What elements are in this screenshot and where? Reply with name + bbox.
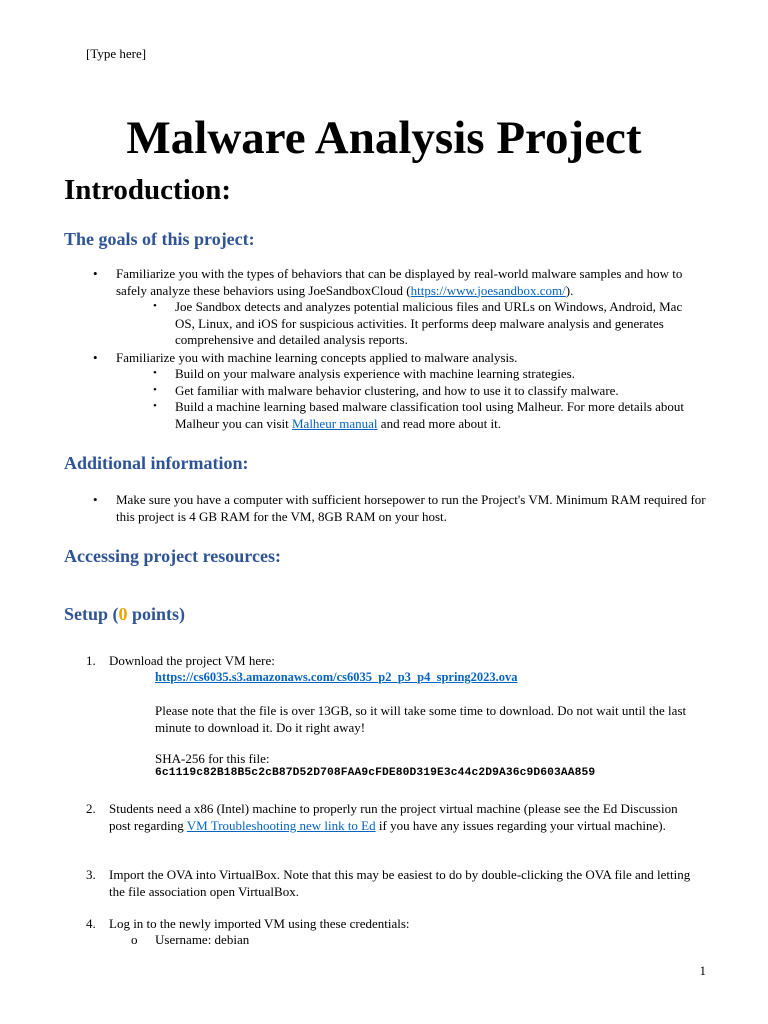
step-number: 4. xyxy=(86,916,96,931)
additional-info-item: Make sure you have a computer with sufficient horsepower to run the Project's VM. Minimum RAM required for this project is 4 GB RAM for the VM, 8GB RAM on your host. xyxy=(116,492,706,524)
setup-points-value: 0 xyxy=(118,604,128,624)
step-number: 2. xyxy=(86,801,96,816)
sub-bullet-marker: • xyxy=(153,400,157,412)
step-2-text xyxy=(109,801,694,834)
step-4-username: Username: debian xyxy=(155,932,250,947)
setup-heading-text: Setup ( xyxy=(64,604,119,624)
goal-2-subitem-3-tail: and read more about it. xyxy=(377,415,502,431)
goal-2-subitem-1: Build on your malware analysis experience with machine learning strategies. xyxy=(175,366,575,381)
page-number: 1 xyxy=(699,963,706,978)
vm-troubleshooting-link[interactable]: VM Troubleshooting new link to Ed xyxy=(186,817,376,833)
goal-item-2: Familiarize you with machine learning concepts applied to malware analysis. xyxy=(116,350,518,365)
goal-1-subitem-1: Joe Sandbox detects and analyzes potential malicious files and URLs on Windows, Android, Mac OS, Linux, and iOS for suspicious activities. It performs deep malware analysis and generates comprehensive and detailed analysis reports. xyxy=(175,299,683,347)
bullet-marker: • xyxy=(93,266,98,281)
sub-bullet-marker: • xyxy=(153,300,157,312)
setup-heading xyxy=(64,603,185,625)
setup-heading-suffix: points) xyxy=(127,604,186,624)
joesandbox-link[interactable]: https://www.joesandbox.com/ xyxy=(410,282,566,298)
step-4-text: Log in to the newly imported VM using these credentials: xyxy=(109,916,410,931)
goal-1-text: Familiarize you with the types of behaviors that can be displayed by real-world malware samples and how to safely analyze these behaviors using JoeSandboxCloud ( xyxy=(116,266,683,298)
sub-bullet-marker: • xyxy=(153,384,157,396)
additional-info-heading: Additional information: xyxy=(64,453,249,473)
goals-heading: The goals of this project: xyxy=(64,229,255,249)
resources-heading: Accessing project resources: xyxy=(64,546,281,566)
bullet-marker: • xyxy=(93,492,98,507)
sub-bullet-marker: • xyxy=(153,367,157,379)
malheur-manual-link[interactable]: Malheur manual xyxy=(291,415,378,431)
introduction-heading: Introduction: xyxy=(64,174,232,206)
goal-2-subitem-2: Get familiar with malware behavior clustering, and how to use it to classify malware. xyxy=(175,383,619,398)
goal-item-1 xyxy=(116,266,706,299)
document-title: Malware Analysis Project xyxy=(126,112,642,164)
step-1-note-text: Please note that the file is over 13GB, so it will take some time to download. Do not wait until the last minute to download it. Do it right away! xyxy=(155,703,687,735)
sha-label: SHA-256 for this file: xyxy=(155,751,270,766)
goal-1-close: ). xyxy=(565,282,574,298)
circle-marker: o xyxy=(131,932,138,947)
step-3-text: Import the OVA into VirtualBox. Note that this may be easiest to do by double-clicking the OVA file and letting the file association open VirtualBox. xyxy=(109,867,691,899)
step-1-text: Download the project VM here: xyxy=(109,653,275,668)
step-number: 1. xyxy=(86,653,96,668)
sha-256-value: 6c1119c82B18B5c2cB87D52D708FAA9cFDE80D319E3c44c2D9A36c9D603AA859 xyxy=(155,767,596,779)
step-1-note xyxy=(155,703,700,736)
step-2-text-tail: if you have any issues regarding your virtual machine). xyxy=(375,817,666,833)
vm-download-link[interactable]: https://cs6035.s3.amazonaws.com/cs6035_p2_p3_p4_spring2023.ova xyxy=(155,670,518,684)
step-2-text-main: Students need a x86 (Intel) machine to properly run the project virtual machine (please see the Ed Discussion post regarding xyxy=(109,801,678,833)
step-number: 3. xyxy=(86,867,96,882)
bullet-marker: • xyxy=(93,350,98,365)
goal-2-subitem-3-text: Build a machine learning based malware classification tool using Malheur. For more details about Malheur you can visit xyxy=(175,399,685,431)
goal-2-subitem-3 xyxy=(175,399,695,432)
header-placeholder[interactable]: [Type here] xyxy=(86,46,147,61)
